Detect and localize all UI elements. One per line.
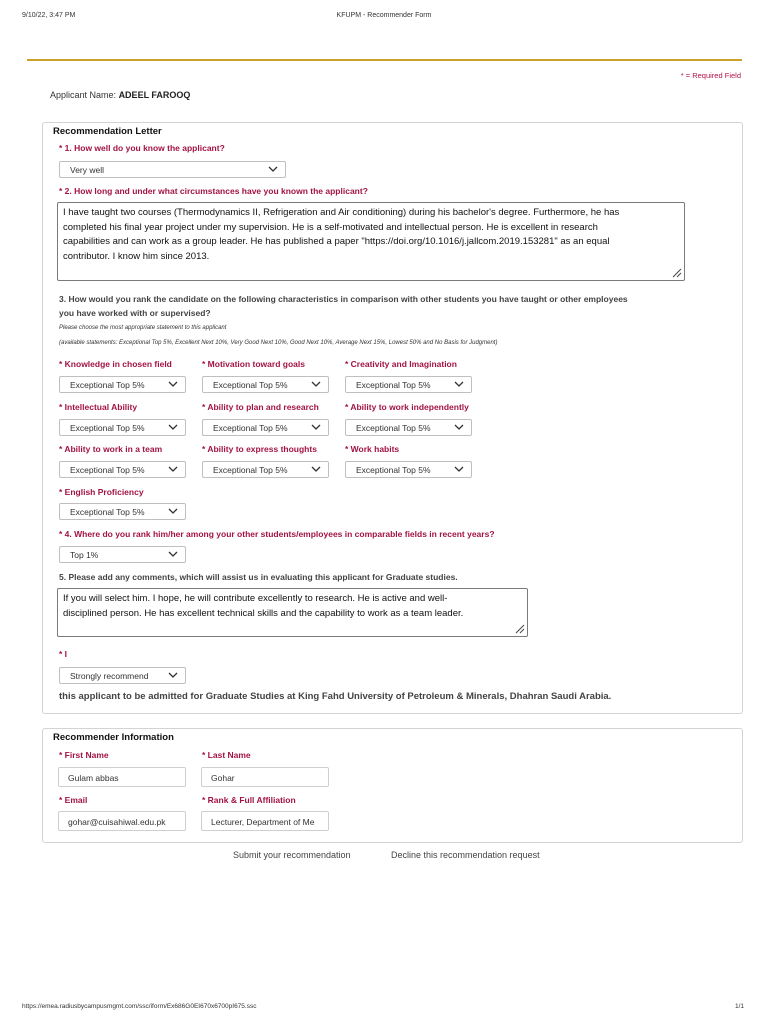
last-name-input[interactable]	[201, 767, 329, 787]
print-footer-page: 1/1	[734, 1003, 744, 1010]
trait-intellectual-value: Exceptional Top 5%	[70, 423, 145, 433]
q2-text-line: completed his final year project under my supervision. He is a self-motivated and intellectual person. He is excellent in research	[63, 221, 598, 233]
trait-work-independently-label: * Ability to work independently	[345, 402, 469, 412]
q1-select-value: Very well	[70, 165, 105, 175]
rank-affiliation-label: * Rank & Full Affiliation	[202, 795, 296, 805]
trait-creativity-label: * Creativity and Imagination	[345, 359, 457, 369]
recommend-statement: this applicant to be admitted for Graduate Studies at King Fahd University of Petroleum & Minerals, Dhahran Saudi Arabia.	[59, 691, 612, 702]
trait-work-habits-select[interactable]	[345, 461, 472, 478]
chevron-down-icon	[311, 423, 321, 431]
q5-text-line: If you will select him. I hope, he will contribute excellently to research. He is active and well-	[63, 593, 448, 604]
trait-work-independently-select[interactable]	[345, 419, 472, 436]
trait-plan-research-select[interactable]	[202, 419, 329, 436]
trait-express-thoughts-value: Exceptional Top 5%	[213, 465, 288, 475]
trait-english-value: Exceptional Top 5%	[70, 507, 145, 517]
q4-select-value: Top 1%	[70, 550, 99, 560]
q3-instruction: Please choose the most appropriate statement to this applicant	[59, 325, 227, 331]
recommend-level-select[interactable]	[59, 667, 186, 684]
q3-question	[59, 292, 739, 320]
trait-knowledge-select[interactable]	[59, 376, 186, 393]
chevron-down-icon	[454, 423, 464, 431]
header-divider	[27, 59, 742, 61]
q2-label: * 2. How long and under what circumstances have you known the applicant?	[59, 186, 368, 196]
q5-textarea[interactable]	[57, 588, 528, 637]
trait-creativity-select[interactable]	[345, 376, 472, 393]
trait-motivation-select[interactable]	[202, 376, 329, 393]
q3-available-statements: (available statements: Exceptional Top 5%, Excellent Next 10%, Very Good Next 10%, Good Next 10%, Average Next 15%, Lowest 50% and No Basis for Judgment)	[59, 340, 498, 346]
chevron-down-icon	[168, 550, 178, 558]
trait-english-label: * English Proficiency	[59, 487, 144, 497]
trait-team-label: * Ability to work in a team	[59, 444, 163, 454]
submit-recommendation-link[interactable]: Submit your recommendation	[233, 850, 351, 860]
email-value: gohar@cuisahiwal.edu.pk	[68, 817, 166, 827]
rank-affiliation-value: Lecturer, Department of Me	[211, 817, 315, 827]
recommend-level-value: Strongly recommend	[70, 671, 149, 681]
trait-intellectual-label: * Intellectual Ability	[59, 402, 138, 412]
trait-plan-research-value: Exceptional Top 5%	[213, 423, 288, 433]
applicant-name-row	[50, 90, 190, 100]
chevron-down-icon	[168, 465, 178, 473]
trait-team-select[interactable]	[59, 461, 186, 478]
print-footer-url: https://emea.radiusbycampusmgmt.com/ssc/iform/Ex686G0EI670x6700pI675.ssc	[22, 1003, 257, 1010]
trait-express-thoughts-label: * Ability to express thoughts	[202, 444, 317, 454]
chevron-down-icon	[311, 380, 321, 388]
trait-intellectual-select[interactable]	[59, 419, 186, 436]
q5-text-line: disciplined person. He has excellent technical skills and the capability to work as a team leader.	[63, 607, 464, 619]
resize-grip-icon[interactable]	[672, 268, 682, 278]
chevron-down-icon	[168, 423, 178, 431]
chevron-down-icon	[454, 380, 464, 388]
q5-label: 5. Please add any comments, which will assist us in evaluating this applicant for Graduate studies.	[59, 572, 458, 582]
email-input[interactable]	[58, 811, 186, 831]
applicant-name: ADEEL FAROOQ	[118, 90, 191, 100]
trait-motivation-value: Exceptional Top 5%	[213, 380, 288, 390]
chevron-down-icon	[168, 380, 178, 388]
chevron-down-icon	[454, 465, 464, 473]
q2-text-line: capabilities and can work as a group leader. He has published a paper "https://doi.org/10.1016/j.jallcom.2019.153281" as an equal	[63, 236, 610, 247]
trait-work-habits-value: Exceptional Top 5%	[356, 465, 431, 475]
trait-work-independently-value: Exceptional Top 5%	[356, 423, 431, 433]
q2-text-line: contributor. I know him since 2013.	[63, 250, 210, 262]
last-name-value: Gohar	[211, 773, 235, 783]
trait-team-value: Exceptional Top 5%	[70, 465, 145, 475]
chevron-down-icon	[168, 671, 178, 679]
q2-textarea[interactable]	[57, 202, 685, 281]
first-name-input[interactable]	[58, 767, 186, 787]
q2-text-line: I have taught two courses (Thermodynamics II, Refrigeration and Air conditioning) during his bachelor's degree. Furthermore, he has	[63, 207, 620, 218]
trait-knowledge-value: Exceptional Top 5%	[70, 380, 145, 390]
q6-label: * I	[59, 649, 68, 659]
chevron-down-icon	[168, 507, 178, 515]
trait-english-select[interactable]	[59, 503, 186, 520]
trait-express-thoughts-select[interactable]	[202, 461, 329, 478]
trait-creativity-value: Exceptional Top 5%	[356, 380, 431, 390]
first-name-value: Gulam abbas	[68, 773, 119, 783]
chevron-down-icon	[311, 465, 321, 473]
decline-request-link[interactable]: Decline this recommendation request	[391, 850, 540, 860]
q3-line: 3. How would you rank the candidate on the following characteristics in comparison with other students you have taught or other employees	[59, 294, 628, 304]
first-name-label: * First Name	[59, 750, 109, 760]
recommendation-letter-title: Recommendation Letter	[53, 126, 162, 137]
required-field-note: * = Required Field	[680, 71, 741, 80]
q4-select[interactable]	[59, 546, 186, 563]
trait-work-habits-label: * Work habits	[345, 444, 400, 454]
recommender-info-title: Recommender Information	[53, 732, 174, 743]
print-page-title: KFUPM - Recommender Form	[336, 12, 432, 19]
trait-knowledge-label: * Knowledge in chosen field	[59, 359, 172, 369]
applicant-label: Applicant Name:	[50, 90, 117, 100]
resize-grip-icon[interactable]	[515, 624, 525, 634]
last-name-label: * Last Name	[202, 750, 251, 760]
trait-plan-research-label: * Ability to plan and research	[202, 402, 319, 412]
q4-label: * 4. Where do you rank him/her among your other students/employees in comparable fields in recent years?	[59, 529, 495, 539]
q1-select[interactable]	[59, 161, 286, 178]
chevron-down-icon	[268, 165, 278, 173]
print-datetime: 9/10/22, 3:47 PM	[22, 12, 76, 19]
trait-motivation-label: * Motivation toward goals	[202, 359, 305, 369]
q3-line: you have worked with or supervised?	[59, 308, 211, 318]
q1-label: * 1. How well do you know the applicant?	[59, 143, 225, 153]
rank-affiliation-input[interactable]	[201, 811, 329, 831]
email-label: * Email	[59, 795, 88, 805]
